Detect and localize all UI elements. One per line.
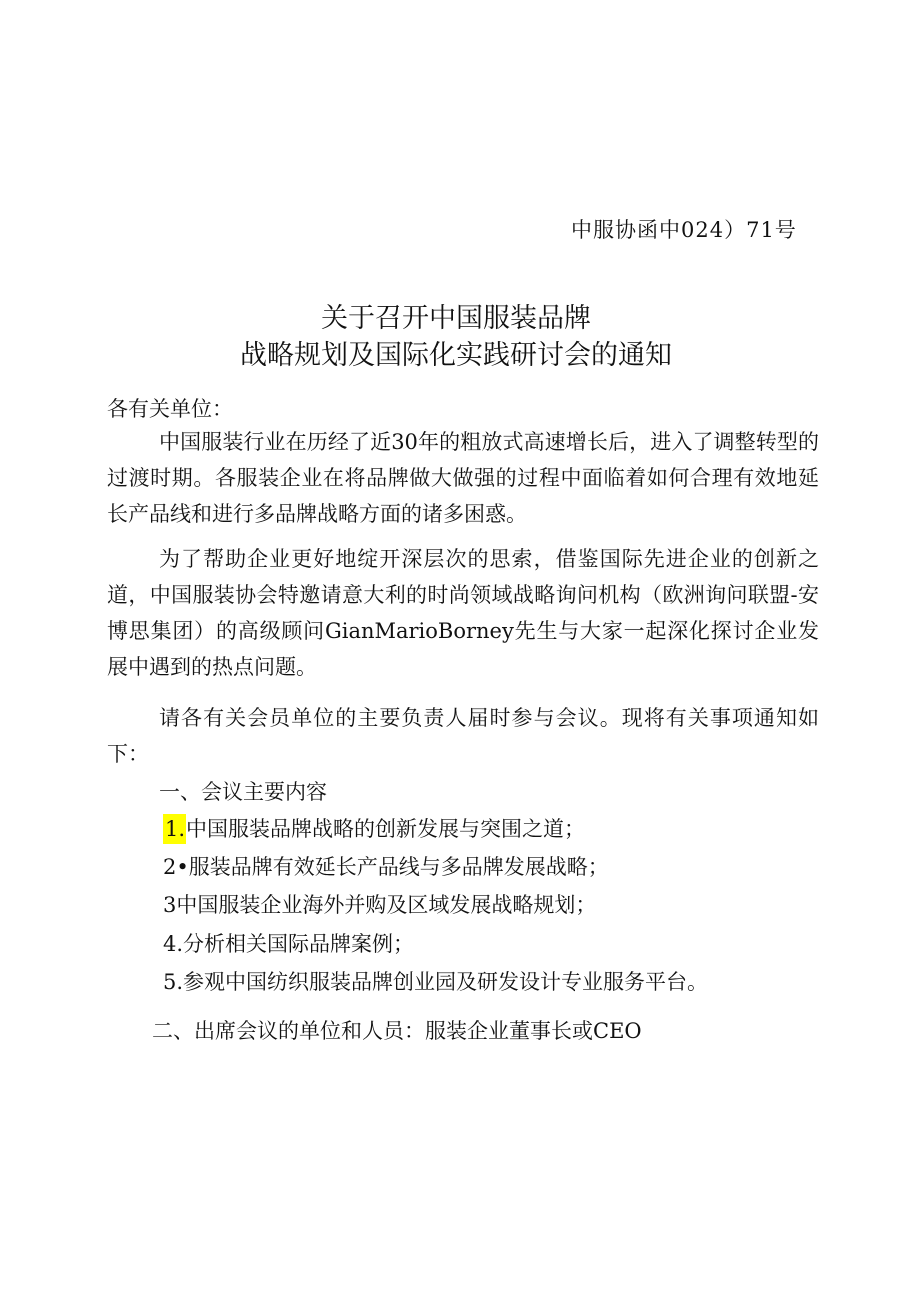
list-item-text: 5.参观中国纺织服装品牌创业园及研发设计专业服务平台。 <box>163 970 709 994</box>
section-1-heading: 一、会议主要内容 <box>159 780 327 804</box>
document-number: 中服协函中024）71号 <box>571 218 797 242</box>
list-item <box>163 851 609 881</box>
title-line-2: 战略规划及国际化实践研讨会的通知 <box>240 340 672 371</box>
list-item-text: 4.分析相关国际品牌案例； <box>163 932 415 956</box>
list-item-text: 2•服装品牌有效延长产品线与多品牌发展战略； <box>163 855 609 879</box>
list-item <box>163 966 708 996</box>
list-item <box>163 889 596 919</box>
highlighted-item-number: 1. <box>163 814 186 844</box>
paragraph-1: 中国服装行业在历经了近30年的粗放式高速增长后，进入了调整转型的过渡时期。各服装企业在将品牌做大做强的过程中面临着如何合理有效地延长产品线和进行多品牌战略方面的诸多困惑。 <box>107 430 819 526</box>
list-item <box>163 928 414 958</box>
paragraph-2: 为了帮助企业更好地绽开深层次的思索，借鉴国际先进企业的创新之道，中国服装协会特邀请意大利的时尚领域战略询问机构（欧洲询问联盟-安博思集团）的高级顾问GianMarioBorney先生与大家一起深化探讨企业发展中遇到的热点问题。 <box>107 547 819 679</box>
title-line-1: 关于召开中国服装品牌 <box>321 303 591 334</box>
list-item-text: 3中国服装企业海外并购及区域发展战略规划； <box>163 893 597 917</box>
list-item-text: 中国服装品牌战略的创新发展与突围之道； <box>186 817 586 841</box>
list-item <box>163 813 585 843</box>
paragraph-3: 请各有关会员单位的主要负责人届时参与会议。现将有关事项通知如下： <box>107 706 819 766</box>
section-2-heading: 二、出席会议的单位和人员：服装企业董事长或CEO <box>152 1019 642 1043</box>
salutation: 各有关单位： <box>107 397 233 421</box>
